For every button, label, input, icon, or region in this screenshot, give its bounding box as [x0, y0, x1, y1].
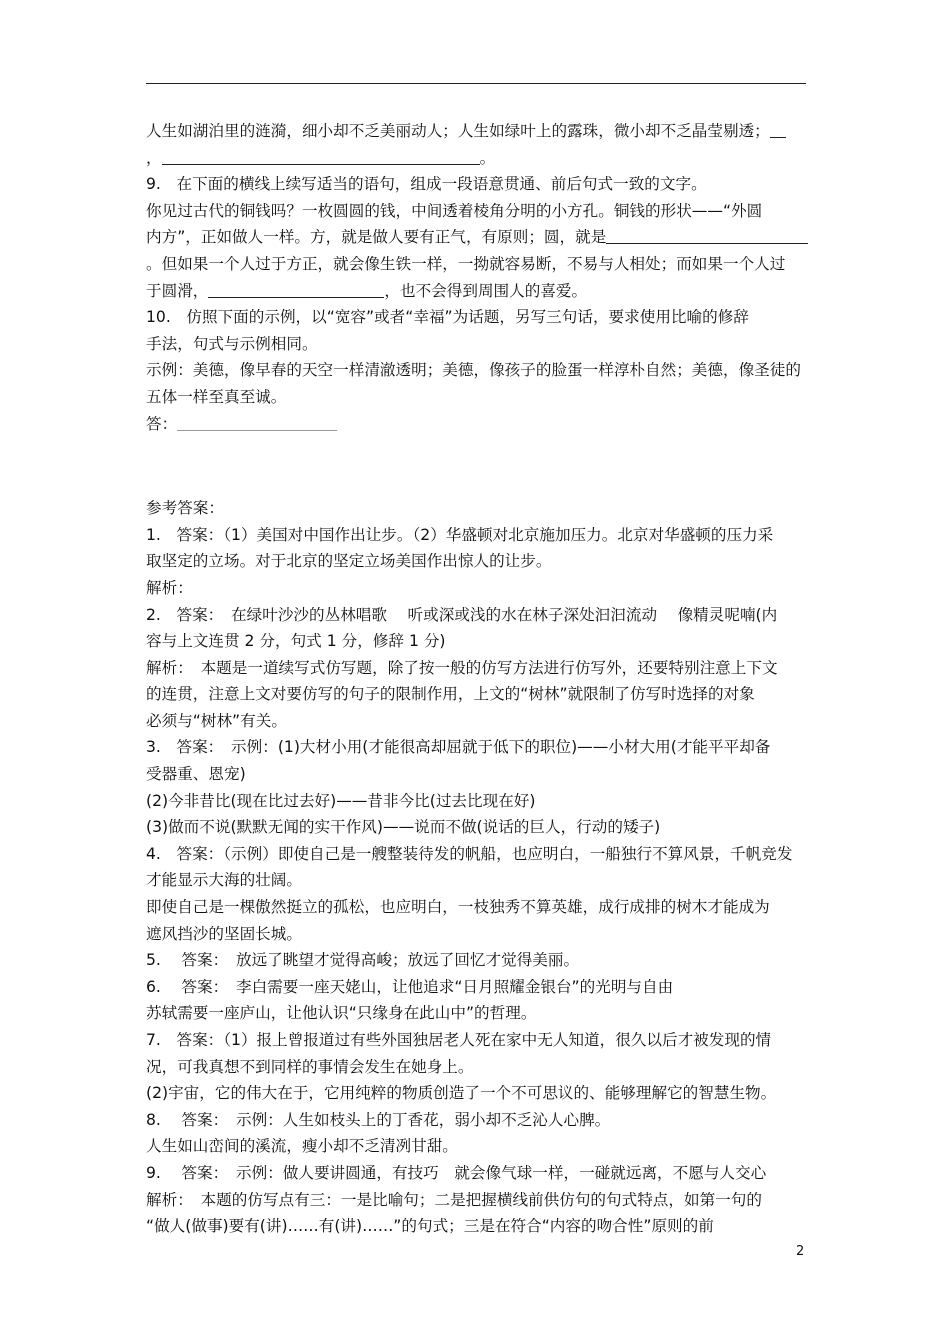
- answer-blank[interactable]: [162, 148, 480, 165]
- answer-text-line: 才能显示大海的壮阔。: [146, 871, 302, 890]
- question-10: 10. 仿照下面的示例，以“宽容”或者“幸福”为话题，另写三句话，要求使用比喻的修辞: [146, 308, 749, 327]
- answer-blank[interactable]: [606, 227, 808, 244]
- text-line: 于圆滑， ，也不会得到周围人的喜爱。: [146, 281, 588, 300]
- text-line: 五体一样至真至诚。: [146, 387, 287, 406]
- text-line: 内方”，正如做人一样。方，就是做人要有正气，有原则；圆，就是: [146, 224, 810, 251]
- answer-text-line: 即使自己是一棵傲然挺立的孤松，也应明白，一枝独秀不算英雄，成行成排的树木才能成为: [146, 898, 770, 917]
- answer-text-line: 2. 答案： 在绿叶沙沙的丛林唱歌 听或深或浅的水在林子深处汩汩流动 像精灵呢喃(内: [146, 605, 778, 624]
- answer-text-line: 4. 答案：（示例）即使自己是一艘整装待发的帆船，也应明白，一船独行不算风景，千帆竞发: [146, 844, 793, 863]
- answer-text-line: 遮风挡沙的坚固长城。: [146, 924, 302, 943]
- answer-text-line: 的连贯，注意上文对要仿写的句子的限制作用，上文的“树林”就限制了仿写时选择的对象: [146, 685, 755, 704]
- answer-blank[interactable]: [177, 414, 337, 431]
- header-rule: [146, 83, 806, 84]
- text-line: 。但如果一个人过于方正，就会像生铁一样，一拗就容易断，不易与人相处；而如果一个人过: [146, 254, 786, 273]
- answer-text-line: 7. 答案：（1）报上曾报道过有些外国独居老人死在家中无人知道，很久以后才被发现的情: [146, 1031, 772, 1049]
- answers-heading: 参考答案：: [146, 499, 224, 518]
- answer-text-line: 3. 答案： 示例：(1)大材小用(才能很高却屈就于低下的职位)——小材大用(才能平平却备: [146, 738, 771, 757]
- answer-text-line: 6. 答案： 李白需要一座天姥山，让他追求“日月照耀金银台”的光明与自由: [146, 977, 674, 996]
- answer-text-line: 容与上文连贯 2 分，句式 1 分，修辞 1 分): [146, 632, 446, 651]
- answer-text-line: (3)做而不说(默默无闻的实干作风)——说而不做(说话的巨人，行动的矮子): [146, 818, 661, 837]
- answer-text-line: 解析：: [146, 578, 193, 597]
- text-line: 你见过古代的铜钱吗？一枚圆圆的钱，中间透着棱角分明的小方孔。铜钱的形状——“外圆: [146, 201, 763, 220]
- answer-text-line: 9. 答案： 示例：做人要讲圆通，有技巧 就会像气球一样，一碰就远离，不愿与人交心: [146, 1163, 767, 1182]
- answer-text-line: 况，可我真想不到同样的事情会发生在她身上。: [146, 1057, 474, 1076]
- answer-text-line: 苏轼需要一座庐山，让他认识“只缘身在此山中”的哲理。: [146, 1004, 537, 1023]
- answer-text-line: 解析： 本题的仿写点有三：一是比喻句；二是把握横线前供仿句的句式特点，如第一句的: [146, 1190, 762, 1209]
- answer-text-line: (2)今非昔比(现在比过去好)——昔非今比(过去比现在好): [146, 791, 536, 810]
- answer-text-line: 人生如山峦间的溪流，瘦小却不乏清冽甘甜。: [146, 1137, 458, 1156]
- answer-text-line: (2)宇宙，它的伟大在于，它用纯粹的物质创造了一个不可思议的、能够理解它的智慧生物。: [146, 1084, 777, 1103]
- answer-line: 答：: [146, 411, 810, 438]
- answer-text-line: 受器重、恩宠): [146, 765, 246, 784]
- text-line: 人生如湖泊里的涟漪，细小却不乏美丽动人；人生如绿叶上的露珠，微小却不乏晶莹剔透；: [146, 118, 810, 145]
- answer-blank[interactable]: [208, 281, 384, 298]
- answer-text-line: 必须与“树林”有关。: [146, 711, 287, 730]
- answer-blank[interactable]: [770, 121, 786, 138]
- answer-text-line: 1. 答案：（1）美国对中国作出让步。（2）华盛顿对北京施加压力。北京对华盛顿的压力采: [146, 525, 774, 544]
- answer-text-line: “做人(做事)要有(讲)……有(讲)……”的句式；三是在符合“内容的吻合性”原则的前: [146, 1217, 714, 1236]
- question-9: 9. 在下面的横线上续写适当的语句，组成一段语意贯通、前后句式一致的文字。: [146, 175, 707, 194]
- answer-text-line: 取坚定的立场。对于北京的坚定立场美国作出惊人的让步。: [146, 552, 552, 571]
- answer-text-line: 8. 答案： 示例：人生如枝头上的丁香花，弱小却不乏沁人心脾。: [146, 1110, 611, 1129]
- text-line: ， 。: [146, 148, 496, 167]
- answer-text-line: 5. 答案： 放远了眺望才觉得高峻；放远了回忆才觉得美丽。: [146, 951, 580, 970]
- page-number: 2: [796, 1244, 805, 1259]
- text-line: 手法，句式与示例相同。: [146, 334, 318, 353]
- answer-list: [146, 522, 810, 1240]
- text-line: 示例：美德，像早春的天空一样清澈透明；美德，像孩子的脸蛋一样淳朴自然；美德，像圣徒的: [146, 361, 801, 380]
- answer-text-line: 解析： 本题是一道续写式仿写题，除了按一般的仿写方法进行仿写外，还要特别注意上下文: [146, 658, 778, 677]
- document-body: [146, 118, 810, 1240]
